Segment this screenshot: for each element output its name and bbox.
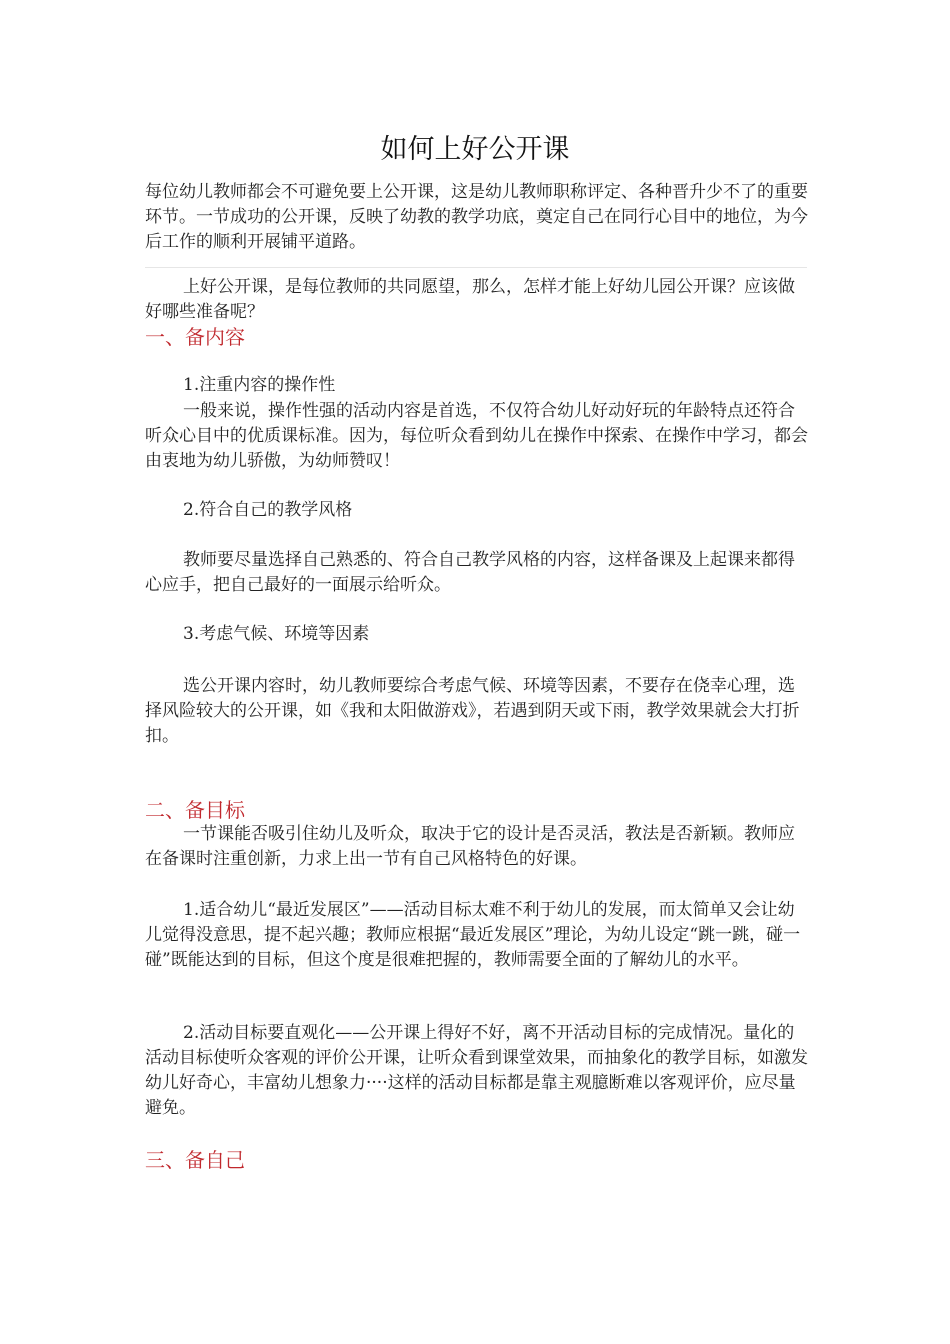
paragraph-goals-intro: 一节课能否吸引住幼儿及听众，取决于它的设计是否灵活，教法是否新颖。教师应在备课时注重创新，力求上出一节有自己风格特色的好课。 bbox=[145, 824, 795, 869]
subheading-teaching-style: 2.符合自己的教学风格 bbox=[183, 500, 353, 520]
lead-paragraph: 上好公开课，是每位教师的共同愿望，那么，怎样才能上好幼儿园公开课？应该做好哪些准备呢？ bbox=[145, 277, 795, 322]
page-title: 如何上好公开课 bbox=[380, 134, 570, 165]
section-heading-content: 一、备内容 bbox=[145, 325, 245, 349]
paragraph-development-zone: 1.适合幼儿“最近发展区”——活动目标太难不利于幼儿的发展，而太简单又会让幼儿觉得没意思，提不起兴趣；教师应根据“最近发展区”理论，为幼儿设定“跳一跳，碰一碰”既能达到的目标，但这个度是很难把握的，教师需要全面的了解幼儿的水平。 bbox=[145, 900, 801, 970]
paragraph-operability: 一般来说，操作性强的活动内容是首选，不仅符合幼儿好动好玩的年龄特点还符合听众心目中的优质课标准。因为，每位听众看到幼儿在操作中探索、在操作中学习，都会由衷地为幼儿骄傲，为幼师赞叹！ bbox=[145, 401, 808, 471]
subheading-operability: 1.注重内容的操作性 bbox=[183, 375, 336, 395]
paragraph-intuitive-goals: 2.活动目标要直观化——公开课上得好不好，离不开活动目标的完成情况。量化的活动目标使听众客观的评价公开课，让听众看到课堂效果，而抽象化的教学目标，如激发幼儿好奇心，丰富幼儿想象力····这样的活动目标都是靠主观臆断难以客观评价，应尽量避免。 bbox=[145, 1023, 808, 1118]
intro-paragraph: 每位幼儿教师都会不可避免要上公开课，这是幼儿教师职称评定、各种晋升少不了的重要环节。一节成功的公开课，反映了幼教的教学功底，奠定自己在同行心目中的地位，为今后工作的顺利开展铺平道路。 bbox=[145, 182, 808, 252]
section-heading-goals: 二、备目标 bbox=[145, 798, 245, 822]
section-divider bbox=[145, 267, 807, 268]
subheading-weather: 3.考虑气候、环境等因素 bbox=[183, 624, 370, 644]
paragraph-weather: 选公开课内容时，幼儿教师要综合考虑气候、环境等因素，不要存在侥幸心理，选择风险较大的公开课，如《我和太阳做游戏》，若遇到阴天或下雨，教学效果就会大打折扣。 bbox=[145, 676, 800, 746]
section-heading-self: 三、备自己 bbox=[145, 1148, 245, 1172]
paragraph-teaching-style: 教师要尽量选择自己熟悉的、符合自己教学风格的内容，这样备课及上起课来都得心应手，把自己最好的一面展示给听众。 bbox=[145, 550, 795, 595]
